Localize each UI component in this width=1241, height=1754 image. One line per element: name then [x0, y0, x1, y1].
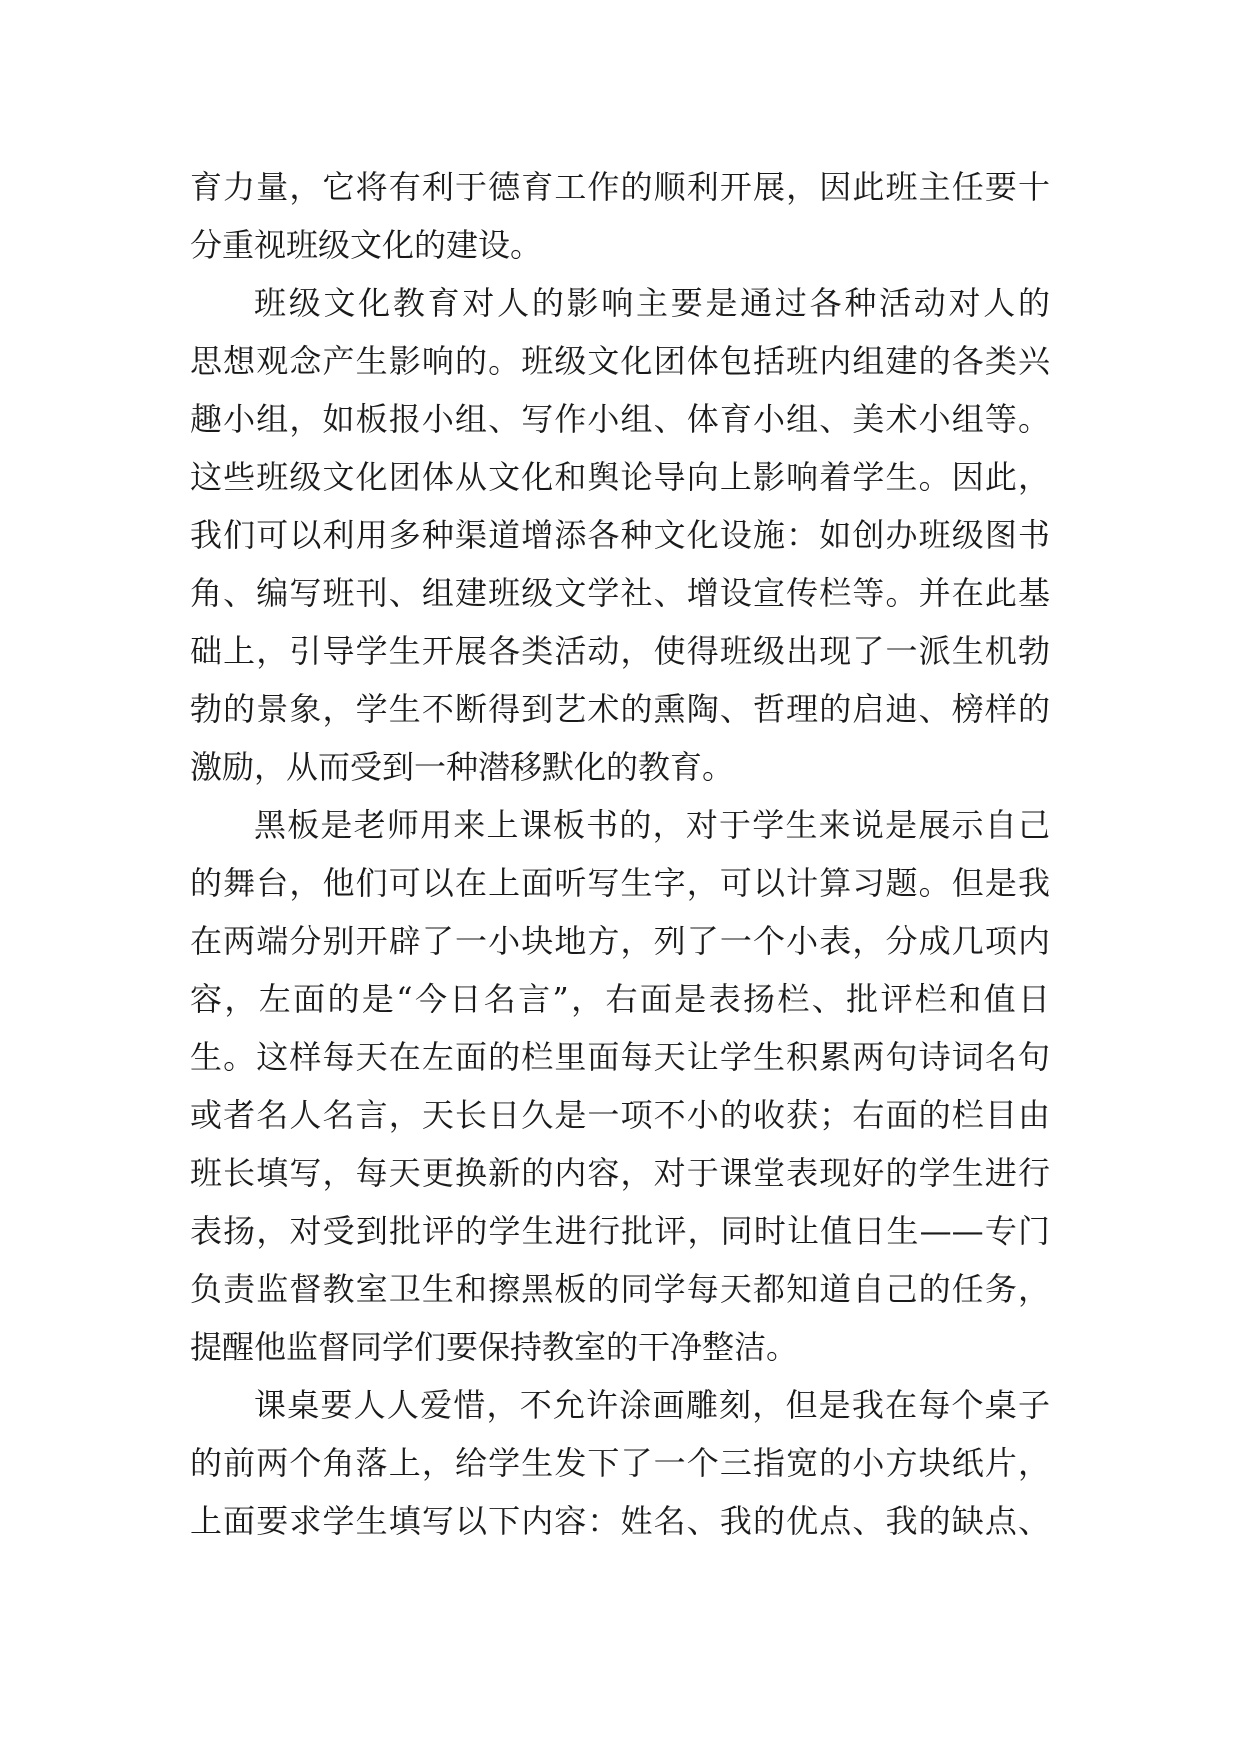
text-line: 在两端分别开辟了一小块地方，列了一个小表，分成几项内: [190, 922, 1050, 960]
text-line: 我们可以利用多种渠道增添各种文化设施：如创办班级图书: [190, 516, 1050, 554]
text-line: 生。这样每天在左面的栏里面每天让学生积累两句诗词名句: [190, 1038, 1050, 1076]
text-line: 负责监督教室卫生和擦黑板的同学每天都知道自己的任务，: [190, 1270, 1050, 1308]
paragraph-first-line: 班级文化教育对人的影响主要是通过各种活动对人的: [254, 284, 1050, 322]
paragraph-first-line: 课桌要人人爱惜，不允许涂画雕刻，但是我在每个桌子: [254, 1386, 1050, 1424]
text-line: 育力量，它将有利于德育工作的顺利开展，因此班主任要十: [190, 168, 1050, 206]
text-line: 容，左面的是“今日名言”，右面是表扬栏、批评栏和值日: [190, 980, 1050, 1018]
text-line: 的前两个角落上，给学生发下了一个三指宽的小方块纸片，: [190, 1444, 1050, 1482]
body-text: [190, 158, 1050, 1550]
text-line: 提醒他监督同学们要保持教室的干净整洁。: [190, 1328, 799, 1366]
text-line: 班长填写，每天更换新的内容，对于课堂表现好的学生进行: [190, 1154, 1050, 1192]
text-line: 趣小组，如板报小组、写作小组、体育小组、美术小组等。: [190, 400, 1050, 438]
paragraph-first-line: 黑板是老师用来上课板书的，对于学生来说是展示自己: [254, 806, 1050, 844]
text-line: 的舞台，他们可以在上面听写生字，可以计算习题。但是我: [190, 864, 1050, 902]
text-line: 表扬，对受到批评的学生进行批评，同时让值日生——专门: [190, 1212, 1050, 1250]
text-line: 思想观念产生影响的。班级文化团体包括班内组建的各类兴: [190, 342, 1050, 380]
text-line: 角、编写班刊、组建班级文学社、增设宣传栏等。并在此基: [190, 574, 1050, 612]
text-line: 或者名人名言，天长日久是一项不小的收获；右面的栏目由: [190, 1096, 1050, 1134]
text-line: 这些班级文化团体从文化和舆论导向上影响着学生。因此，: [190, 458, 1050, 496]
text-line: 上面要求学生填写以下内容：姓名、我的优点、我的缺点、: [190, 1502, 1050, 1540]
text-line: 分重视班级文化的建设。: [190, 226, 543, 264]
text-line: 勃的景象，学生不断得到艺术的熏陶、哲理的启迪、榜样的: [190, 690, 1050, 728]
text-line: 激励，从而受到一种潜移默化的教育。: [190, 748, 735, 786]
text-line: 础上，引导学生开展各类活动，使得班级出现了一派生机勃: [190, 632, 1050, 670]
